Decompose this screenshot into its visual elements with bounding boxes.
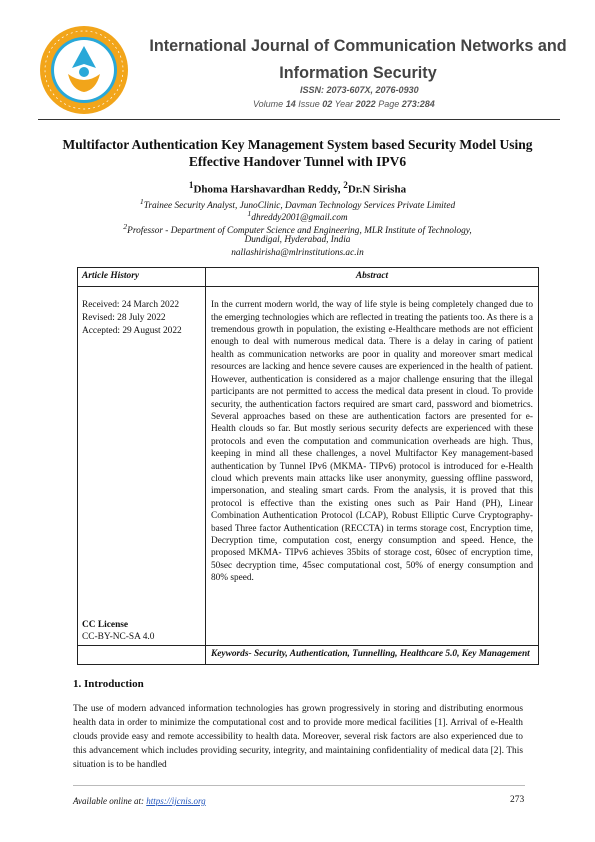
abstract-text: In the current modern world, the way of life style is being completely changed due to the emerging technologies which are reflected in treating the patients too. As there is a tremendous growth in population, the existing e-Healthcare methods are not efficient enough to deal with numerous medical data. There is a delay in caring of patient health as communication networks are poor in quality and moreover smart medical resources are lacking and hence severe causes are experienced in the health of patient. However, authentication is considered as a major challenge ensuring that the illegal participants are not permitted to access the medical data present in cloud. To provide security, the authentication factors required are smart card, password and biometrics. Several approaches based on these are authentication factors are presented for e-Health clouds so far. But mostly serious security defects are experienced with these protocols and even the computation and communication overheads are high. Thus, keeping in mind all these challenges, a novel Multifactor Key management-based authentication by Tunnel IPv6 (MKMA- TIPv6) protocol is introduced for e-Health cloud which prevents main attacks like user anonymity, guessing offline password, impersonation, and stealing smart cards. From the analysis, it is proved that this protocol is effective than the existing ones such as Pair Hand (PH), Linear Combination Authentication Protocol (LCAP), Robust Elliptic Curve Cryptography-based Three factor Authentication (RECCTA) in terms storage cost, Encryption time, Decryption time, computation cost, energy consumption and speed. Hence, the proposed MKMA- TIPv6 achieves 35bits of storage cost, 60sec of encryption time, 50sec decryption time, 45sec computational cost, 50% of energy consumption and 80% speed. <box>211 300 533 584</box>
history-cell <box>78 287 206 646</box>
keywords: Keywords- Security, Authentication, Tunnelling, Healthcare 5.0, Key Management <box>211 649 530 660</box>
affiliation-2-location: Dundigal, Hyderabad, India <box>244 235 351 245</box>
email-2: nallashirisha@mlrinstitutions.ac.in <box>231 248 364 258</box>
page-number: 273 <box>510 795 525 805</box>
volume-line: Volume 14 Issue 02 Year 2022 Page 273:284 <box>253 99 435 109</box>
affiliation-1: $^1$Trainee Security Analyst, JunoClinic, Davman Technology Services Private Limited <box>139 197 456 212</box>
footer-availability: Available online at: https://ijcnis.org <box>73 796 206 806</box>
header-divider <box>38 119 560 120</box>
cc-license-value: CC-BY-NC-SA 4.0 <box>82 632 155 643</box>
cc-license-label: CC License <box>82 620 129 631</box>
empty-cell <box>78 646 206 665</box>
journal-title: International Journal of Communication Networks and Information Security <box>149 37 567 82</box>
journal-url-link[interactable]: https://ijcnis.org <box>146 796 206 806</box>
history-header-cell <box>78 268 206 287</box>
article-history-header: Article History <box>82 271 140 281</box>
section-heading-introduction: 1. Introduction <box>73 678 144 690</box>
cc-license <box>82 619 154 643</box>
accepted-date: Accepted: 29 August 2022 <box>82 326 182 337</box>
journal-logo <box>38 24 130 116</box>
email-1: $^1$dhreddy2001@gmail.com <box>247 209 348 224</box>
authors: $^1$Dhoma Harshavardhan Reddy, $^2$Dr.N Sirisha <box>188 180 407 196</box>
keywords-cell <box>206 646 539 665</box>
revised-date: Revised: 28 July 2022 <box>82 313 166 324</box>
affiliation-2: $^2$Professor - Department of Computer Science and Engineering, MLR Institute of Technology, <box>123 222 472 237</box>
issn: ISSN: 2073-607X, 2076-0930 <box>300 85 419 95</box>
received-date: Received: 24 March 2022 <box>82 300 180 311</box>
footer-divider <box>73 785 525 786</box>
article-history <box>78 287 205 338</box>
abstract-header: Abstract <box>355 271 389 281</box>
article-info-box <box>77 267 539 665</box>
paper-title: Multifactor Authentication Key Management System based Security Model Using Effective Handover Tunnel with IPV6 <box>62 137 533 169</box>
introduction-text: The use of modern advanced information technologies has grown progressively in storing and distributing enormous health data in order to minimize the computational cost and to provide more medical facilities [1]. Arrival of e-Health clouds provide easy and remote accessibility to health data. Moreover, several risk factors are also experienced due to this advancement which includes providing security, integrity, and maintaining confidentiality of medical data [2]. This situation is to be handled <box>73 704 523 770</box>
abstract-cell <box>206 287 539 646</box>
abstract-header-cell <box>206 268 539 287</box>
